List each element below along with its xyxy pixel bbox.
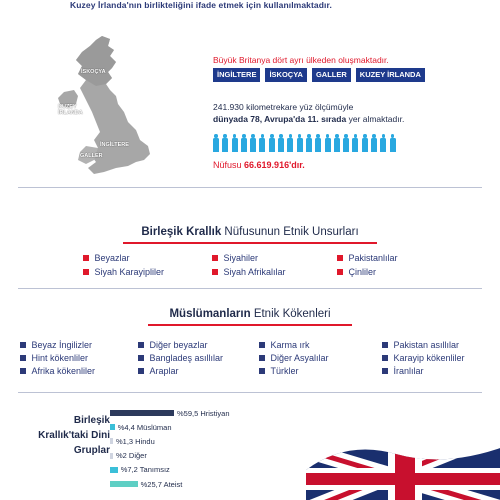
- religion-bar: [110, 424, 115, 430]
- muslim-item-label: Araplar: [149, 366, 179, 376]
- population-value: 66.619.916: [244, 160, 290, 170]
- ethnic-item-label: Siyah Afrikalılar: [223, 267, 286, 277]
- country-pills: [213, 68, 425, 82]
- religion-row: [110, 480, 182, 488]
- person-icon: [362, 134, 368, 152]
- person-icon: [380, 134, 386, 152]
- bullet-icon: [20, 355, 26, 361]
- religion-bar: [110, 467, 118, 473]
- ethnic-item-label: Beyazlar: [94, 253, 130, 263]
- divider: [18, 392, 482, 393]
- religion-bar-label: %7,2 Tanımsız: [120, 465, 170, 475]
- religion-bar-label: %59,5 Hristiyan: [177, 408, 230, 418]
- person-icon: [213, 134, 219, 152]
- muslim-item-label: Karayip kökenliler: [393, 353, 465, 363]
- divider: [18, 288, 482, 289]
- muslim-item-label: Karma ırk: [270, 340, 310, 350]
- muslim-item: [138, 340, 208, 350]
- bullet-icon: [138, 355, 144, 361]
- religion-bar: [110, 453, 113, 459]
- country-pill: İNGİLTERE: [213, 68, 260, 82]
- ethnic-title-rest: Nüfusunun Etnik Unsurları: [221, 226, 359, 238]
- bullet-icon: [83, 269, 89, 275]
- ethnic-item: [337, 253, 398, 263]
- person-icon: [334, 134, 340, 152]
- muslim-title-bold: Müslümanların: [169, 308, 251, 320]
- person-icon: [343, 134, 349, 152]
- bullet-icon: [83, 255, 89, 261]
- country-pill: GALLER: [312, 68, 351, 82]
- bullet-icon: [212, 269, 218, 275]
- bullet-icon: [259, 368, 265, 374]
- ethnic-title-underline: [123, 242, 377, 244]
- person-icon: [287, 134, 293, 152]
- muslim-item: [259, 340, 310, 350]
- population-text: [213, 160, 305, 170]
- bullet-icon: [382, 342, 388, 348]
- person-icon: [297, 134, 303, 152]
- person-icon: [278, 134, 284, 152]
- muslim-item-label: İranlılar: [393, 366, 424, 376]
- religion-row: [110, 423, 172, 431]
- bullet-icon: [20, 368, 26, 374]
- muslim-item: [138, 353, 223, 363]
- religion-bar: [110, 438, 113, 444]
- union-jack-flag: [306, 440, 500, 500]
- muslim-item-label: Türkler: [270, 366, 299, 376]
- religion-title: Birleşik Krallık'taki Dini Gruplar: [38, 415, 110, 456]
- muslim-title: [0, 308, 500, 320]
- person-icon: [269, 134, 275, 152]
- religion-row: [110, 452, 147, 460]
- muslim-item-label: Hint kökenliler: [31, 353, 89, 363]
- bullet-icon: [20, 342, 26, 348]
- person-icon: [241, 134, 247, 152]
- map-label-england: İNGİLTERE: [100, 142, 129, 148]
- ethnic-title: [0, 226, 500, 238]
- population-suffix: 'dır.: [289, 160, 305, 170]
- bullet-icon: [337, 255, 343, 261]
- ethnic-title-bold: Birleşik Krallık: [141, 226, 222, 238]
- religion-bar-label: %1,3 Hindu: [116, 436, 155, 446]
- religion-bar: [110, 481, 138, 487]
- religion-bar-label: %4,4 Müslüman: [117, 422, 172, 432]
- person-icon: [306, 134, 312, 152]
- ethnic-item-label: Pakistanlılar: [348, 253, 398, 263]
- area-line1: 241.930 kilometrekare yüz ölçümüyle: [213, 102, 354, 112]
- person-icon: [325, 134, 331, 152]
- person-icon: [315, 134, 321, 152]
- muslim-title-rest: Etnik Kökenleri: [250, 308, 331, 320]
- person-icon: [250, 134, 256, 152]
- muslim-item-label: Beyaz İngilizler: [31, 340, 93, 350]
- ethnic-item: [83, 267, 164, 277]
- bullet-icon: [138, 368, 144, 374]
- person-icon: [390, 134, 396, 152]
- area-rest: yer almaktadır.: [346, 114, 405, 124]
- population-prefix: Nüfusu: [213, 160, 245, 170]
- bullet-icon: [382, 355, 388, 361]
- bullet-icon: [337, 269, 343, 275]
- muslim-item-label: Diğer Asyalılar: [270, 353, 329, 363]
- person-icon: [259, 134, 265, 152]
- religion-row: [110, 466, 170, 474]
- muslim-item: [259, 353, 329, 363]
- muslim-item-label: Diğer beyazlar: [149, 340, 208, 350]
- religion-row: [110, 409, 230, 417]
- muslim-item-label: Pakistan asıllılar: [393, 340, 460, 350]
- divider: [18, 187, 482, 188]
- bullet-icon: [212, 255, 218, 261]
- muslim-item: [20, 353, 88, 363]
- ethnic-item: [212, 267, 286, 277]
- muslim-item: [259, 366, 299, 376]
- religion-bar: [110, 410, 174, 416]
- bullet-icon: [382, 368, 388, 374]
- area-text: [213, 101, 404, 125]
- muslim-item-label: Bangladeş asıllılar: [149, 353, 224, 363]
- map-label-northern-ireland: KUZEY İRLANDA: [58, 104, 83, 116]
- map-label-scotland: İSKOÇYA: [81, 69, 106, 75]
- muslim-item: [382, 340, 459, 350]
- ethnic-item: [83, 253, 130, 263]
- person-icon: [352, 134, 358, 152]
- muslim-item: [20, 340, 92, 350]
- ethnic-item: [337, 267, 376, 277]
- bullet-icon: [259, 355, 265, 361]
- ethnic-item-label: Çinliler: [348, 267, 377, 277]
- religion-row: [110, 437, 155, 445]
- population-icons: [213, 134, 396, 152]
- ethnic-item: [212, 253, 258, 263]
- religion-bar-label: %25,7 Ateist: [140, 479, 183, 489]
- bullet-icon: [259, 342, 265, 348]
- countries-title: Büyük Britanya dört ayrı ülkeden oluşmaktadır.: [213, 55, 389, 65]
- ethnic-item-label: Siyah Karayipliler: [94, 267, 165, 277]
- country-pill: KUZEY İRLANDA: [356, 68, 425, 82]
- muslim-item: [138, 366, 179, 376]
- religion-bar-label: %2 Diğer: [116, 451, 147, 461]
- person-icon: [232, 134, 238, 152]
- bullet-icon: [138, 342, 144, 348]
- muslim-item: [382, 366, 424, 376]
- muslim-item-label: Afrika kökenliler: [31, 366, 96, 376]
- muslim-item: [382, 353, 465, 363]
- map-label-wales: GALLER: [80, 153, 103, 159]
- area-rank: dünyada 78, Avrupa'da 11. sırada: [213, 114, 347, 124]
- person-icon: [371, 134, 377, 152]
- person-icon: [222, 134, 228, 152]
- muslim-item: [20, 366, 95, 376]
- intro-text: Kuzey İrlanda'nın birlikteliğini ifade etmek için kullanılmaktadır.: [70, 0, 332, 10]
- ethnic-item-label: Siyahiler: [223, 253, 259, 263]
- muslim-title-underline: [148, 324, 352, 326]
- country-pill: İSKOÇYA: [265, 68, 306, 82]
